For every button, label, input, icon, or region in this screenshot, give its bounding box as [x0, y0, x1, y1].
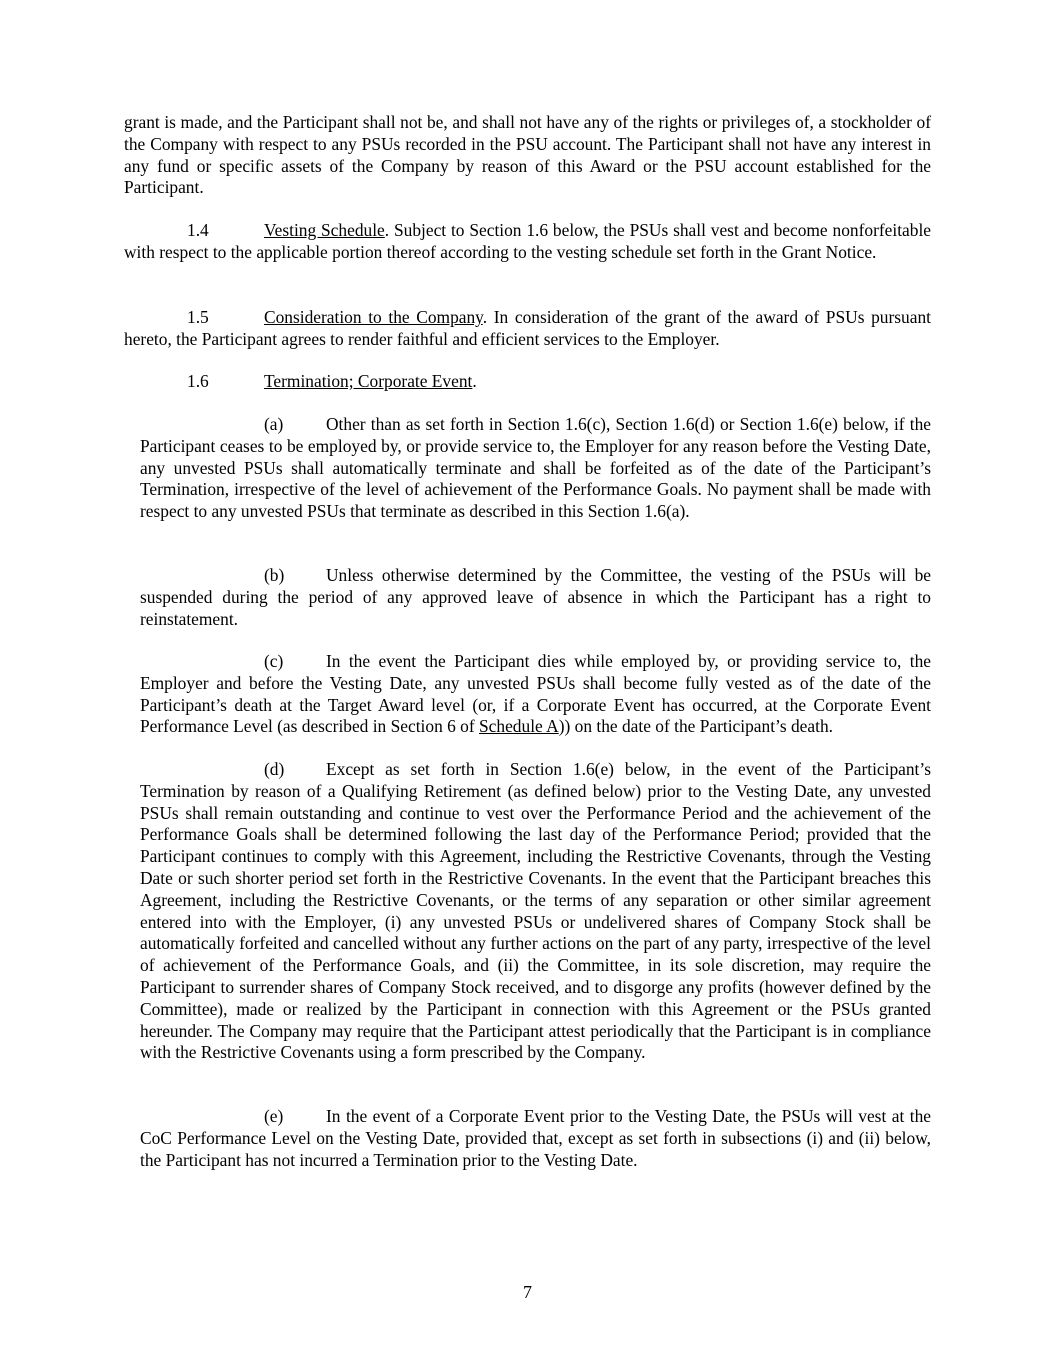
- section-text: . Subject to Section 1.6 below, the PSUs shall vest and become nonforfeitable with respect to the applicable portion thereof according to the vesting schedule set forth in the Grant Notice.: [124, 220, 931, 262]
- section-1-5-consideration: [124, 307, 931, 351]
- subsection-1-6-e: [140, 1106, 931, 1171]
- subsection-text: Other than as set forth in Section 1.6(c), Section 1.6(d) or Section 1.6(e) below, if the Participant ceases to be employed by, or provide service to, the Employer for any reason before the Vesting Date, any unvested PSUs shall automatically terminate and shall be forfeited as of the date of the Participant’s Termination, irrespective of the level of achievement of the Performance Goals. No payment shall be made with respect to any unvested PSUs that terminate as described in this Section 1.6(a).: [140, 414, 931, 522]
- subsection-letter: (a): [264, 414, 284, 434]
- section-heading: Consideration to the Company: [264, 307, 483, 327]
- subsection-text-after: )) on the date of the Participant’s death.: [558, 716, 833, 737]
- section-number: 1.6: [187, 371, 209, 391]
- subsection-text: In the event of a Corporate Event prior to the Vesting Date, the PSUs will vest at the CoC Performance Level on the Vesting Date, provided that, except as set forth in subsections (i) and (ii) below, the Participant has not incurred a Termination prior to the Vesting Date.: [140, 1106, 931, 1170]
- intro-paragraph-text: grant is made, and the Participant shall not be, and shall not have any of the rights or privileges of, a stockholder of the Company with respect to any PSUs recorded in the PSU account. The Participant shall not have any interest in any fund or specific assets of the Company by reason of this Award or the PSU account established for the Participant.: [124, 112, 931, 198]
- subsection-text-before: In the event the Participant dies while employed by, or providing service to, the Employer and before the Vesting Date, any unvested PSUs shall become fully vested as of the date of the Participant’s death at the Target Award level (or, if a Corporate Event has occurred, at the Corporate Event Performance Level (as described in Section 6 of: [140, 651, 931, 737]
- subsection-letter: (d): [264, 759, 285, 779]
- subsection-1-6-b: [140, 565, 931, 630]
- page-number: 7: [523, 1282, 532, 1302]
- subsection-letter: (b): [264, 565, 285, 585]
- subsection-1-6-c: [140, 651, 931, 738]
- section-1-4-vesting-schedule: [124, 220, 931, 264]
- section-heading: Vesting Schedule: [264, 220, 385, 240]
- section-text: .: [472, 371, 477, 391]
- schedule-a-reference: Schedule A: [479, 716, 559, 737]
- section-number: 1.5: [187, 307, 209, 327]
- section-heading: Termination; Corporate Event: [264, 371, 473, 391]
- section-number: 1.4: [187, 220, 209, 240]
- subsection-letter: (c): [264, 651, 284, 671]
- section-text: . In consideration of the grant of the award of PSUs pursuant hereto, the Participant agrees to render faithful and efficient services to the Employer.: [124, 307, 931, 349]
- subsection-text: Except as set forth in Section 1.6(e) below, in the event of the Participant’s Termination by reason of a Qualifying Retirement (as defined below) prior to the Vesting Date, any unvested PSUs shall remain outstanding and continue to vest over the Performance Period and the achievement of the Performance Goals shall be determined following the last day of the Performance Period; provided that the Participant continues to comply with this Agreement, including the Restrictive Covenants, through the Vesting Date or such shorter period set forth in the Restrictive Covenants. In the event that the Participant breaches this Agreement, including the Restrictive Covenants, or the terms of any separation or other similar agreement entered into with the Employer, (i) any unvested PSUs or undelivered shares of Company Stock shall be automatically forfeited and cancelled without any further actions on the part of any party, irrespective of the level of achievement of the Performance Goals, and (ii) the Committee, in its sole discretion, may require the Participant to surrender shares of Company Stock received, and to disgorge any profits (however defined by the Committee), made or realized by the Participant in connection with this Agreement or the PSUs granted hereunder. The Company may require that the Participant attest periodically that the Participant is in compliance with the Restrictive Covenants using a form prescribed by the Company.: [140, 759, 931, 1063]
- subsection-letter: (e): [264, 1106, 284, 1126]
- subsection-text: Unless otherwise determined by the Committee, the vesting of the PSUs will be suspended during the period of any approved leave of absence in which the Participant has a right to reinstatement.: [140, 565, 931, 629]
- subsection-1-6-d: [140, 759, 931, 1064]
- subsection-1-6-a: [140, 414, 931, 523]
- section-1-6-termination-heading: [124, 371, 931, 393]
- intro-paragraph: [124, 112, 931, 199]
